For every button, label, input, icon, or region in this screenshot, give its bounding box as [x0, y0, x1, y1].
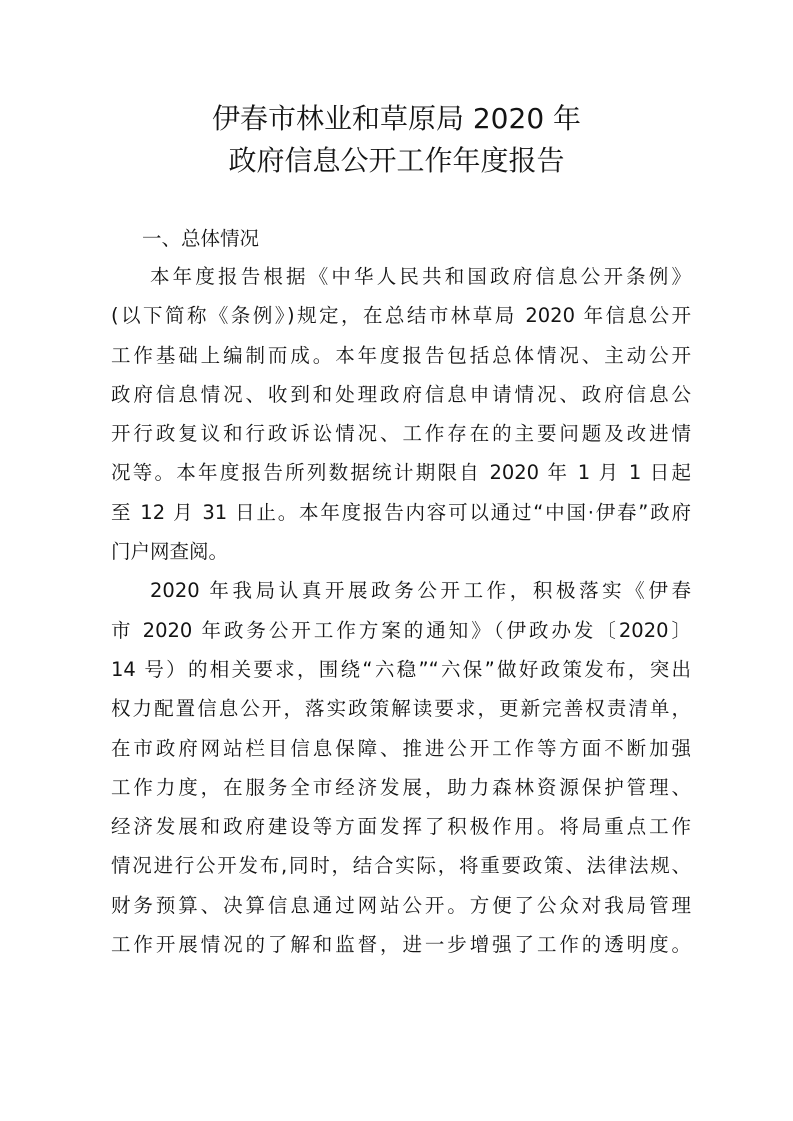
text-line: 市 2020 年政务公开工作方案的通知》（伊政办发〔2020〕 — [111, 618, 691, 642]
paragraph-2 — [111, 571, 691, 964]
text-line: 政府信息情况、收到和处理政府信息申请情况、政府信息公 — [111, 382, 691, 406]
paragraph-1 — [111, 257, 691, 571]
body-text — [111, 257, 691, 964]
text-line: 权力配置信息公开，落实政策解读要求，更新完善权责清单， — [111, 697, 691, 721]
text-line: 经济发展和政府建设等方面发挥了积极作用。将局重点工作 — [111, 815, 691, 839]
text-line: 本年度报告根据《中华人民共和国政府信息公开条例》 — [150, 265, 691, 288]
text-line: 工作基础上编制而成。本年度报告包括总体情况、主动公开 — [111, 343, 691, 367]
text-line: 工作开展情况的了解和监督，进一步增强了工作的透明度。 — [111, 933, 691, 957]
document-title — [0, 98, 793, 182]
text-line: 在市政府网站栏目信息保障、推进公开工作等方面不断加强 — [111, 736, 691, 760]
title-line-2: 政府信息公开工作年度报告 — [228, 144, 565, 177]
text-line: 开行政复议和行政诉讼情况、工作存在的主要问题及改进情 — [111, 422, 691, 446]
text-line: 14 号）的相关要求，围绕“六稳”“六保”做好政策发布，突出 — [111, 657, 691, 681]
text-line: 门户网查阅。 — [111, 540, 229, 564]
text-line: 况等。本年度报告所列数据统计期限自 2020 年 1 月 1 日起 — [111, 461, 691, 485]
section-heading-overview: 一、总体情况 — [142, 227, 260, 250]
title-line-1: 伊春市林业和草原局 2020 年 — [211, 102, 582, 135]
text-line: 情况进行公开发布,同时，结合实际，将重要政策、法律法规、 — [111, 854, 691, 878]
text-line: 至 12 月 31 日止。本年度报告内容可以通过“中国·伊春”政府 — [111, 500, 691, 524]
text-line: 2020 年我局认真开展政务公开工作，积极落实《伊春 — [150, 579, 691, 603]
text-line: 工作力度，在服务全市经济发展，助力森林资源保护管理、 — [111, 775, 691, 799]
text-line: (以下简称《条例》)规定，在总结市林草局 2020 年信息公开 — [111, 304, 691, 328]
text-line: 财务预算、决算信息通过网站公开。方便了公众对我局管理 — [111, 893, 691, 917]
